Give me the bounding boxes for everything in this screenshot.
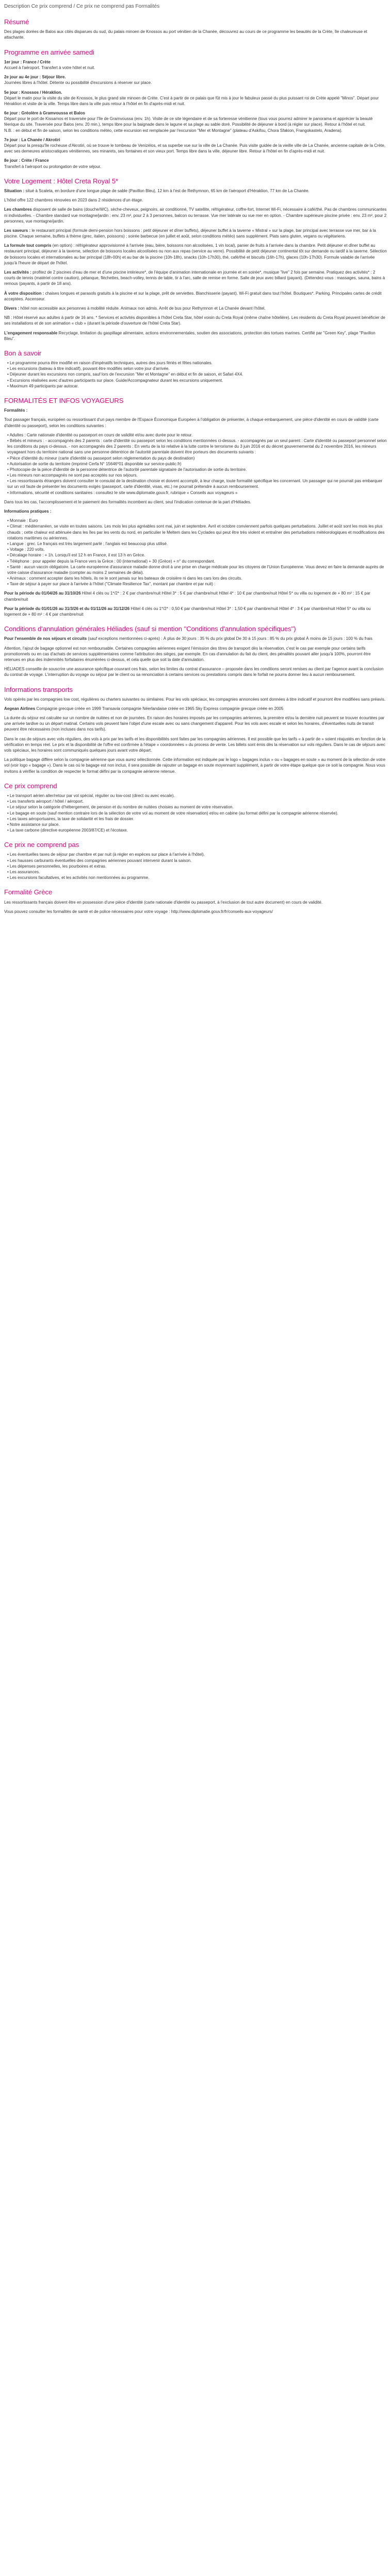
list-item: • Bébés et mineurs : - accompagnés des 2 parents : carte d'identité ou passeport selon les conditions mentionnées ci-dessus. - accompagnés par un seul parent : Carte d'identité ou passeport personnel selon les conditions du pays ci-dessus. - non accompagnés des 2 parents : En vertu de la loi relative à la lutte contre le terrorisme du 3 juin 2016 et du décret gouvernemental du 2 novembre 2016, les mineurs voyageant hors du territoire national sans une personne détentrice de l'autorité parentale doivent être porteurs des documents suivants : [7, 438, 387, 455]
list-item: • Les transferts aéroport / hôtel / aéroport. [7, 799, 387, 804]
paragraph [4, 757, 387, 774]
tabs-line: Description Ce prix comprend / Ce prix ne comprend pas Formalités [4, 4, 160, 9]
paragraph [4, 408, 387, 413]
list-item: • Le transport aérien aller/retour par vol spécial, régulier ou low-cost (direct ou avec escale). [7, 793, 387, 799]
day-text: Accueil à l'aéroport. Transfert à votre hôtel et nuit. [4, 65, 95, 70]
paragraph [4, 269, 387, 287]
paragraph [4, 509, 387, 514]
day-text: Départ le matin pour la visite du site de Knossos, le plus grand site minoen de Crète. C'est à partir de ce palais que fût mis à jour le fabuleux passé du plus puissant roi de Crète appelé "Minos". Départ pour Héraklion et visite de la ville. Temps libre dans la ville puis retour à l'hôtel en fin d'après-midi et nuit. [4, 95, 379, 106]
section-title: Bon à savoir [4, 349, 42, 357]
list-item: • Voltage : 220 volts. [7, 547, 387, 552]
content [4, 18, 387, 914]
paragraph-text: Dans le cas de séjours avec vols réguliers, des vols à prix par les tarifs et les disponibilités sont faites par les compagnies aériennes. Il est possible que les tarifs « à partir de » soient réajustés en fonction de la vérification en temps réel. Le prix et la disponibilité de l'offre est confirmée à l'étape « coordonnées » du process de vente. Les billets sont émis dès la réservation sur vols réguliers. Dans le cas de séjours avec vols spéciaux, les horaires sont communiqués quelques jours avant votre départ. [4, 736, 386, 753]
list-item: • Téléphone : pour appeler depuis la France vers la Grèce : 00 (international) + 30 (Grèce) + n° du correspondant. [7, 558, 387, 564]
paragraph-lead: La formule tout compris [4, 243, 53, 248]
paragraph-lead: Pour l'ensemble de nos séjours et circuits [4, 636, 88, 641]
paragraph-text: La durée du séjour est calculée sur un nombre de nuitées et non de journées. En raison des horaires imposés par les compagnies aériennes, la première et/ou la dernière nuit peuvent se trouver écourtées par une arrivée tardive ou un départ matinal. Certains vols peuvent faire l'objet d'une escale avec ou sans changement d'appareil. Pour les vols avec escale et selon les horaires, d'éventuelles nuits de transit peuvent être nécessaires (non incluses dans nos tarifs). [4, 716, 385, 732]
paragraph-lead: Informations pratiques : [4, 509, 52, 514]
day-title: 1er jour : France / Crète [4, 59, 51, 64]
day-block [4, 137, 387, 155]
paragraph [4, 606, 387, 617]
bullet-list [4, 360, 387, 389]
list-item: • Les excursions facultatives, et les activités non mentionnées au programme. [7, 875, 387, 880]
list-item: • Langue : grec. Le français est très largement parlé ; l'anglais est beaucoup plus utilisé. [7, 541, 387, 547]
list-item: • Maximum 49 participants par autocar. [7, 383, 387, 389]
list-item: • Le séjour selon la catégorie d'hébergement, de pension et du nombre de nuitées choisies au moment de votre réservation. [7, 804, 387, 810]
day-text: Journées libres à l'hôtel. Détente ou possibilité d'excursions à réserver sur place. [4, 80, 152, 86]
day-block [4, 74, 387, 86]
paragraph-text: Dans tous les cas, l'accomplissement et le paiement des formalités incombent au client, seul l'indication contenue de la part d'Héliades. [4, 499, 252, 504]
bullet-list [4, 518, 387, 587]
list-item: • Notre assistance sur place. [7, 822, 387, 827]
list-item: • Les hausses carburants éventuelles des compagnies aériennes pouvant intervenir durant la saison. [7, 858, 387, 863]
paragraph [4, 330, 387, 342]
paragraph-text: (en option) : réfrigérateur approvisionné à l'arrivée (eau, bière, boissons non alcoolisées, 1 vin local), panier de fruits à l'arrivée dans la chambre. Petit déjeuner et dîner buffet au restaurant principal, déjeuner à la taverne, sélection de boissons locales alcoolisées ou non aux repas (service au verre). Possibilité de petit déjeuner continental tôt sur demande ou tardif à la taverne. Sélection de boissons locales et internationales au bar principal (18h-00h) et au bar de la piscine (10h-18h), snacks (10h-17h30), thé, café/thé et biscuits (16h-17h), glaces (10h-17h30). Formule valable de l'arrivée jusqu'à l'heure de départ de l'hôtel. [4, 243, 387, 265]
section-title: Votre Logement : Hôtel Creta Royal 5* [4, 177, 119, 185]
list-item: • Animaux : comment accepter dans les hôtels, ils ne le sont jamais sur les bateaux de croisière ni dans les cars lors des circuits. [7, 575, 387, 581]
list-item: • Les éventuelles taxes de séjour par chambre et par nuit (à régler en espèces sur place à l'arrivée à l'hôtel). [7, 852, 387, 857]
paragraph-text: Hôtel 4 clés ou 1*/2* : 0,50 € par chambre/nuit Hôtel 3* : 1,50 € par chambre/nuit Hôtel 4* : 3 € par chambre/nuit Hôtel 5* ou villa ou logement de + 80 m² : 4 € par chambre/nuit [4, 606, 371, 617]
paragraph-lead: Formalités : [4, 408, 28, 413]
list-item: • Climat : méditerranéen, se visite en toutes saisons. Les mois les plus agréables sont mai, juin et septembre. Avril et octobre conviennent parfois quelques perturbations. Juillet et août sont les mois les plus chauds ; cette chaleur est atténuée dans les îles par les vents du nord, en particulier le Meltem dans les Cyclades qui peut être très violent et entraîner des perturbations météorologiques et modifications des rotations maritimes ou aériennes. [7, 523, 387, 541]
paragraph [4, 499, 387, 505]
section-title: Informations transports [4, 685, 73, 693]
list-item: • Pièce d'identité du mineur (carte d'identité ou passeport selon réglementation du pays de destination) [7, 455, 387, 461]
paragraph-text: profitez de 2 piscines d'eau de mer et d'une piscine intérieure*, de l'équipe d'animation internationale en journée et en soirée*, musique "live" 2 fois par semaine. Pratiquez des activités* : 2 courts de tennis (matériel contre caution), pétanque, fléchettes, beach-volley, tennis de table, tir à l'arc, salle de remise en forme. Salle de jeux avec billard (payant). (Détendez-vous : massages, sauna, bains à remous (payants, à partir de 18 ans). [4, 270, 385, 286]
day-block [4, 110, 387, 133]
day-text: Départ pour la presqu'île rocheuse d'Akrotiri, où se trouve le tombeau de Venizélos, et sa superbe vue sur la ville de La Chanée. Puis visite guidée de la vieille ville de La Chanée, ancienne capitale de la Crète, avec ses demeures aristocratiques vénitiennes, ses minarets, ses fontaines et son vieux port. Temps libre dans la ville, déjeuner libre. Retour à l'hôtel en fin d'après-midi et nuit. [4, 143, 386, 154]
list-item: • Taxe de séjour à payer sur place à l'arrivée à l'hôtel ("Climate Resilience Tax", montant par chambre et par nuit) : [7, 581, 387, 587]
paragraph [4, 291, 387, 302]
list-item: • Les excursions (bateau à titre indicatif), pouvant être modifiés selon votre jour d'arrivée. [7, 366, 387, 371]
paragraph [4, 715, 387, 733]
paragraph-lead: Les saveurs : [4, 228, 32, 233]
section-title: Programme en arrivée samedi [4, 48, 94, 56]
list-item: • Le programme pourra être modifié en raison d'impératifs techniques, autres des jours fériés et fêtes nationales. [7, 360, 387, 366]
section-title: Ce prix ne comprend pas [4, 841, 79, 849]
bullet-list [4, 793, 387, 833]
paragraph-text: Des plages dorées de Balos aux cités disparues du sud, du palais minoen de Knossos au port vénitien de la Chanée, découvrez au cours de ce programme les beautés de la Crète, île chaleureuse et attachante. [4, 29, 367, 40]
paragraph [4, 315, 387, 326]
paragraph-text: chaises longues et parasols gratuits à la piscine et sur la plage, prêt de serviettes. Blanchisserie (payant). Wi-Fi gratuit dans tout l'hôtel. Boutiques*. Parking. Principales cartes de crédit acceptées. Ascenseur. [4, 291, 382, 301]
paragraph [4, 909, 387, 914]
list-item: • Déjeuner durant les excursions non compris, sauf lors de l'excursion "Mer et Montagne" en début et fin de saison, et Safari 4X4. [7, 371, 387, 377]
day-text: Transfert à l'aéroport ou prolongation de votre séjour. [4, 164, 102, 169]
paragraph [4, 29, 387, 40]
paragraph [4, 306, 387, 311]
list-item: • Les assurances. [7, 869, 387, 875]
paragraph [4, 188, 387, 194]
paragraph [4, 590, 387, 602]
paragraph-text: La politique bagage diffère selon la compagnie aérienne que vous aurez sélectionnée. Cette information est indiquée par le logo « bagages inclus » ou « bagages en soute » au moment de la sélection de votre vol (voir logo « bagage »). Dans le cas où le bagage est non inclus, il sera possible de rajouter un bagage en soute moyennant supplément, à partir de votre étape quelque que ce soit la compagnie. Nous vous invitons à vérifier la condition de respecter le format défini par la compagnie aérienne retenue. [4, 757, 386, 774]
section-title: Ce prix comprend [4, 782, 57, 790]
paragraph-lead: Pour la période du 01/01/26 au 31/3/26 et du 01/11/26 au 31/12/26 [4, 606, 131, 611]
day-block [4, 158, 387, 169]
paragraph [4, 706, 387, 711]
paragraph [4, 197, 387, 203]
page [0, 0, 391, 924]
paragraph-text: L'hôtel offre 122 chambres rénovées en 2023 dans 2 résidences d'un étage. [4, 198, 143, 203]
paragraph-text: disposent de salle de bains (douche/WC), sèche-cheveux, peignoirs, air conditionné, TV satellite, réfrigérateur, coffre-fort, Internet Wi-Fi, nécessaire à café/thé. Pas de chambres communicantes ni individuelles. - Chambre standard vue montagne/jardin : env. 23 m², pour 2 à 3 personnes, balcon ou terrasse. Vue mer latérale ou vue mer en option. - Chambre supérieure piscine privée : env. 23 m², pour 2 personnes, vue montagne/jardin. [4, 207, 387, 224]
paragraph-text: Attention, l'ajout de bagage optionnel est non remboursable. Certaines compagnies aériennes exigent l'émission des titres de transport dès la réservation, c'est le cas par exemple pour certains tarifs promotionnels ou en cas d'achats de services supplémentaires comme l'attribution des sièges, par exemple. En cas d'annulation du fait du client, des pénalités pouvant aller jusqu'à 100%, pourront être retenues en plus des indemnités forfaitaires énumérées ci-dessus, et cela quelle que soit la date d'annulation. [4, 646, 371, 662]
paragraph-text: Vols opérés par les compagnies low cost, régulières ou charters suivantes ou similaires. Pour les vols spéciaux, les compagnies annoncées sont données à titre indicatif et pourront être modifiées sans préavis. [4, 697, 386, 702]
day-text: Départ pour le port de Kissamos et traversée pour l'île de Gramvoussa (env. 1h). Visite de ce site légendaire et de sa forteresse vénitienne (tous vous pourrez admirer le panorama et apprécier la beauté féerique du site. Traversée pour Balos (env. 20 min.), temps libre pour la baignade dans le lagune et sa plage au sable doré. Possibilité de déjeuner à bord (à régler sur place). Retour à l'hôtel et nuit. [4, 116, 373, 127]
paragraph-text: Vous pouvez consulter les formalités de santé et de police nécessaires pour votre voyage : http://www.diplomatie.gouv.fr/fr/conseils-aux-voyageurs/ [4, 909, 273, 914]
list-item: • Autorisation de sortie du territoire (imprimé Cerfa N° 15646*01 disponible sur service-public.fr) [7, 461, 387, 467]
paragraph-lead: L'engagement responsable [4, 330, 59, 335]
paragraph-lead: À votre disposition : [4, 291, 45, 296]
paragraph [4, 736, 387, 754]
day-block [4, 90, 387, 107]
paragraph-lead: Les activités : [4, 270, 33, 275]
list-item: • Les ressortissants étrangers doivent consulter le consulat de la destination choisie et doivent accomplir, à leur charge, toute formalité spécifique les concernant. Un passager qui ne pourrait pas embarquer sur un vol faute de présenter les documents exigés (passeport, carte d'identité, visas, etc.) ne pourrait prétendre à aucun remboursement. [7, 478, 387, 489]
paragraph-lead: Divers : [4, 306, 21, 311]
list-item: • Les mineurs non accompagnés ne sont pas acceptés sur nos séjours. [7, 472, 387, 478]
day-block [4, 59, 387, 71]
paragraph-text: hôtel non accessible aux personnes à mobilité réduite. Animaux non admis. Arrêt de bus pour Rethymnon et La Chanée devant l'hôtel. [20, 306, 266, 311]
paragraph [4, 636, 387, 641]
paragraph-text: NB : Hôtel réservé aux adultes à partir de 16 ans. * Services et activités disponibles à l'hôtel Creta Star, hôtel voisin du Creta Royal (même chaîne hôtelière). Les résidents du Creta Royal peuvent bénéficier de ses installations et de son animation « club » (durant la période d'ouverture de l'hôtel Creta Star). [4, 315, 385, 326]
bullet-list [4, 852, 387, 880]
list-item: • Monnaie : Euro [7, 518, 387, 523]
day-title: 5e jour : Knossos / Héraklion. [4, 90, 62, 95]
list-item: • Santé : aucun vaccin obligatoire. La carte européenne d'assurance maladie donne droit à une prise en charge médicale pour les citoyens de l'Union Européenne. Vous devez en faire la demande auprès de votre caisse d'assurance maladie (compter au moins 2 semaines de délai). [7, 564, 387, 575]
paragraph-text: Les ressortissants français doivent être en possession d'une pièce d'identité (carte nationale d'identité ou passeport, à l'exclusion de tout autre document) en cours de validité. [4, 900, 323, 905]
paragraph [4, 646, 387, 663]
paragraph [4, 417, 387, 428]
list-item: • Le bagage en soute (sauf mention contraire lors de la sélection de votre vol au moment de votre réservation) et/ou en cabine (au format défini par la compagnie aérienne réservée). [7, 810, 387, 816]
paragraph-text: Hôtel 4 clés ou 1*/2* : 2 € par chambre/nuit Hôtel 3* : 5 € par chambre/nuit Hôtel 4* : 10 € par chambre/nuit Hôtel 5* ou villa ou logement de + 80 m² : 15 € par chambre/nuit [4, 591, 370, 602]
list-item: • Photocopie de la pièce d'identité de la personne détentrice de l'autorité parentale signataire de l'autorisation de sortie du territoire. [7, 467, 387, 472]
paragraph [4, 243, 387, 266]
paragraph-lead: Aegean Airlines [4, 706, 37, 711]
paragraph [4, 228, 387, 239]
day-title: 2e jour au 4e jour : Séjour libre. [4, 75, 66, 80]
list-item: • Adultes : Carte nationale d'identité ou passeport en cours de validité et/ou avec durée pour le retour. [7, 432, 387, 438]
bullet-list [4, 432, 387, 496]
list-item: • Les taxes aéroportuaires, la taxe de solidarité et les frais de dossier. [7, 816, 387, 822]
paragraph-text: situé à Scaleta, en bordure d'une longue plage de sable (Pavillon Bleu), 12 km à l'est de Rethymnon, 65 km de l'aéroport d'Héraklion, 77 km de La Chanée. [25, 188, 309, 193]
paragraph-lead: Les chambres [4, 207, 34, 212]
day-note: N.B. : en début et fin de saison, selon les conditions météo, cette excursion est remplacée par l'excursion "Mer et Montagne" (plateau d'Askifou, Chora Sfakion, Frangokastelo, Aradena). [4, 128, 343, 133]
section-title: FORMALITÉS ET INFOS VOYAGEURS [4, 397, 124, 404]
list-item: • Décalage horaire : + 1h. Lorsqu'il est 12 h en France, il est 13 h en Grèce. [7, 552, 387, 558]
paragraph [4, 900, 387, 905]
paragraph-lead: Situation : [4, 188, 26, 193]
paragraph-lead: Pour la période du 01/04/26 au 31/10/26 [4, 591, 82, 596]
day-title: 6e jour : Gréolère à Gramvoussa et Balos [4, 111, 85, 116]
section-title: Résumé [4, 18, 29, 26]
day-title: 8e jour : Crète / France [4, 158, 49, 163]
list-item: • Les dépenses personnelles, les pourboires et extras. [7, 863, 387, 869]
paragraph [4, 697, 387, 702]
day-title: 7e jour : La Chanée / Akrotiri [4, 137, 60, 142]
list-item: • Excursions réalisées avec d'autres participants sur place. Guide/Accompagnateur durant les excursions uniquement. [7, 378, 387, 383]
paragraph-text: Tout passager français, européen ou ressortissant d'un pays membre de l'Espace Économique Européen à l'obligation de présenter, à chaque embarquement, une pièce d'identité en cours de validité (carte d'identité ou passeport), selon les conditions suivantes : [4, 417, 379, 428]
paragraph-text: Compagnie grecque créée en 1999 Transavia compagnie Néerlandaise créée en 1965 Sky Express compagnie grecque créée en 2005 [36, 706, 284, 711]
paragraph [4, 207, 387, 224]
section-title: Conditions d'annulation générales Héliades (sauf si mention "Conditions d'annulation spécifiques") [4, 625, 296, 633]
paragraph-text: (sauf exceptions mentionnées ci-après) : À plus de 30 jours : 35 % du prix global De 30 à 15 jours : 85 % du prix global À moins de 15 jours : 100 % du frais [88, 636, 372, 641]
list-item: • Informations, sécurité et conditions sanitaires : consultez le site www.diplomatie.gouv.fr, rubrique « Conseils aux voyageurs » [7, 490, 387, 496]
paragraph-text: HÉLIADES conseille de souscrire une assurance spécifique couvrant ces frais, selon les limites du contrat d'assurance – proposée dans les conditions seront remises au client par l'agence avant la conclusion du contrat de voyage. L'interruption du voyage ou séjour par le client ou sa renonciation à certains services ou prestations compris dans le forfait ne pourra donner lieu à aucun remboursement. [4, 667, 384, 677]
list-item: • La taxe carbone (directive européenne 2003/87/CE) et l'écotaxe. [7, 827, 387, 833]
section-title: Formalité Grèce [4, 888, 53, 896]
paragraph-text: le restaurant principal (formule demi-pension hors boissons : petit déjeuner et dîner buffets), déjeuner buffet à la taverne « Mistral » sur la plage, bar principal avec terrasse vue mer, bar à la piscine. Chaque semaine, buffets à thème (grec, italien, poissons) ; soirée barbecue (en juillet et août, selon conditions météo) sans supplément. Plats sans gluten, vegans ou végétariens. [4, 228, 376, 239]
paragraph [4, 666, 387, 677]
paragraph-text: Recyclage, limitation du gaspillage alimentaire, actions environnementales, soutien des associations, protection des tortues marines. Certifié par "Green Key", plage "Pavillon Bleu". [4, 330, 376, 341]
